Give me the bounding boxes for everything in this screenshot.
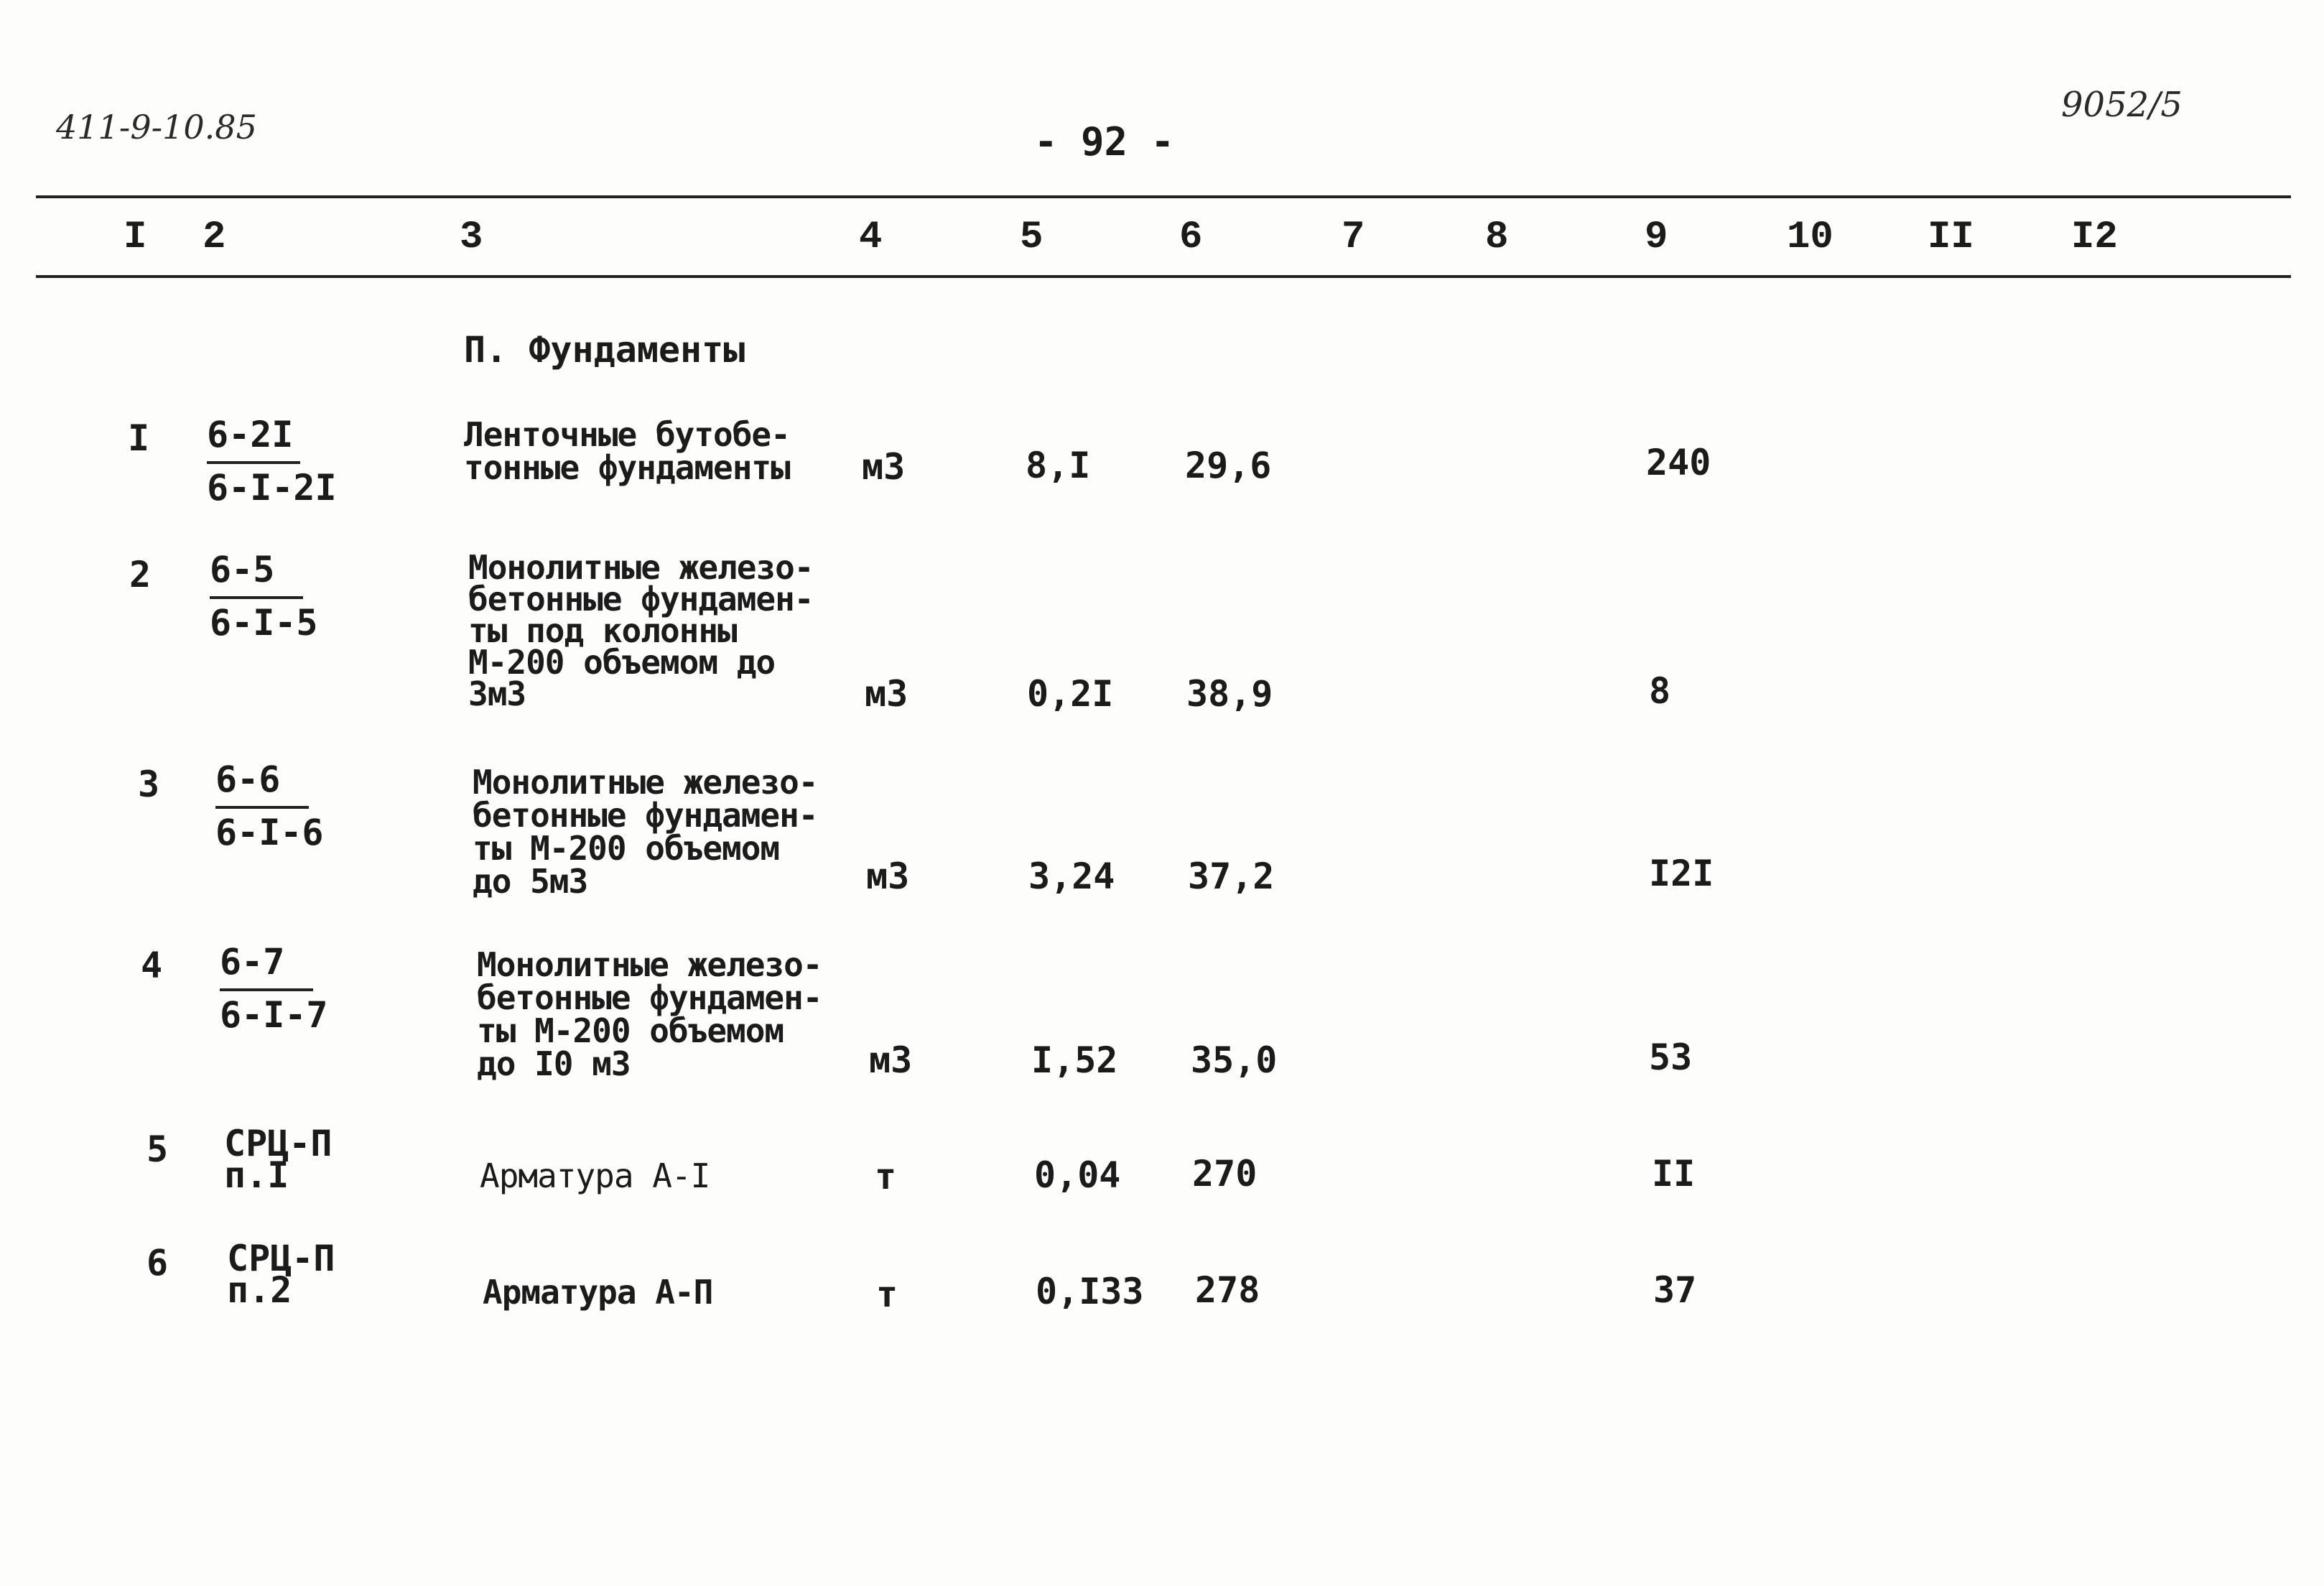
row-number: 3 [138,764,160,805]
norm-code-top: 6-5 [210,546,303,599]
unit: м3 [869,1039,913,1081]
quantity: 8,I [1026,445,1091,486]
norm-code [224,1123,333,1196]
quantity: 0,04 [1034,1154,1121,1196]
row-number: 6 [147,1242,169,1284]
sheet-reference: 9052/5 [2061,85,2183,125]
norm-code-top: 6-2I [207,411,300,464]
norm-code-bottom: 6-I-2I [207,467,337,509]
unit: м3 [865,673,908,715]
row-number: 2 [129,554,152,595]
unit-price: 270 [1192,1153,1258,1195]
unit-price: 38,9 [1186,673,1273,715]
column-header-4: 4 [859,215,883,259]
unit-price: 35,0 [1191,1039,1278,1081]
quantity: 3,24 [1028,855,1115,897]
norm-code-bottom: 6-I-7 [220,994,328,1036]
page-number: - 92 - [1034,119,1175,164]
column-header-2: 2 [203,215,226,259]
total-cost: I2I [1649,853,1714,894]
column-header-6: 6 [1179,215,1203,259]
work-description: Арматура А-I [480,1156,710,1195]
total-cost: 240 [1646,442,1711,483]
work-description: Монолитные железо- бетонные фундамен- ты под колонны М-200 объемом до 3м3 [468,548,814,713]
total-cost: 53 [1649,1037,1693,1078]
top-rule [36,195,2291,198]
row-number: 5 [147,1128,169,1170]
norm-code-top: 6-6 [215,756,309,809]
norm-code [227,1238,335,1311]
unit-price: 37,2 [1188,855,1275,897]
column-header-1: I [124,215,147,259]
norm-code-bottom: 6-I-5 [210,602,318,644]
section-title: П. Фундаменты [464,329,745,371]
norm-code-bottom: п.I [224,1154,289,1196]
column-header-9: 9 [1645,215,1668,259]
quantity: 0,I33 [1036,1271,1144,1312]
total-cost: 8 [1649,670,1671,712]
quantity: 0,2I [1027,673,1114,715]
quantity: I,52 [1031,1039,1118,1081]
norm-code-top: СРЦ-П [227,1238,335,1279]
norm-code [220,938,328,1039]
column-header-12: I2 [2071,215,2118,259]
unit: т [876,1274,898,1315]
unit: т [875,1156,897,1197]
unit: м3 [862,446,906,488]
document-code: 411-9-10.85 [56,108,257,147]
total-cost: II [1652,1153,1696,1195]
norm-code-bottom: п.2 [227,1269,292,1311]
norm-code [210,546,318,646]
norm-code-top: СРЦ-П [224,1123,333,1164]
header-bottom-rule [36,275,2291,278]
total-cost: 37 [1653,1269,1697,1311]
row-number: 4 [141,945,163,986]
unit-price: 29,6 [1185,445,1272,486]
column-header-11: II [1928,215,1974,259]
column-header-7: 7 [1342,215,1365,259]
column-header-10: 10 [1787,215,1833,259]
row-number: I [128,417,150,459]
work-description: Арматура А-П [483,1273,713,1312]
work-description: Монолитные железо- бетонные фундамен- ты М-200 объемом до 5м3 [473,763,818,901]
norm-code-bottom: 6-I-6 [215,812,324,853]
norm-code [215,756,324,856]
work-description: Монолитные железо- бетонные фундамен- ты М-200 объемом до I0 м3 [477,945,822,1083]
work-description: Ленточные бутобе- тонные фундаменты [464,415,790,487]
column-header-3: 3 [460,215,483,259]
norm-code-top: 6-7 [220,938,313,991]
unit: м3 [866,855,910,897]
unit-price: 278 [1195,1269,1260,1311]
column-header-5: 5 [1020,215,1044,259]
column-header-8: 8 [1485,215,1509,259]
norm-code [207,411,337,511]
